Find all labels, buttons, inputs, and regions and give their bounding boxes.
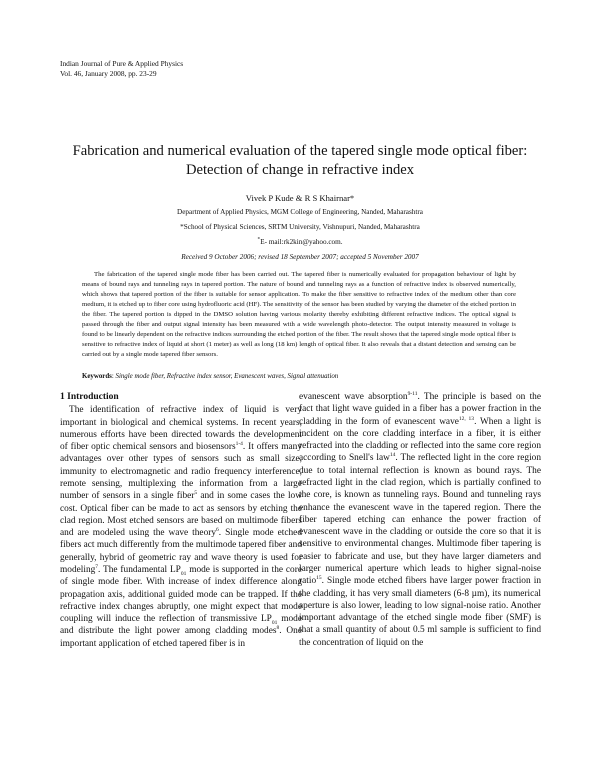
keywords-label: Keywords — [82, 373, 112, 380]
paper-title — [40, 142, 560, 180]
text-run: . It offers many advantages over other types of sensors such as small size, immunity to electromagnetic and radio frequency interference, remote sensing, multiplexing the information from a large number of sensors in a single fiber — [60, 442, 302, 502]
text-run: . When a light is incident on the core cladding interface in a fiber, it is either refracted into the cladding or reflected into the same core region according to Snell's law — [299, 416, 541, 464]
title-line-2: Detection of change in refractive index — [185, 162, 415, 178]
mode-subscript: 01 — [180, 570, 187, 577]
ref-superscript: 6 — [216, 526, 219, 533]
journal-volume: Vol. 46, January 2008, pp. 23-29 — [60, 69, 157, 78]
abstract: The fabrication of the tapered single mode fiber has been carried out. The tapered fiber is numerically evaluated for propagation behaviour of light by means of bound rays and tunneling rays in tapered portion. The nature of bound and tunneling rays as a function of refractive index is observed numerically, which shows that tapered portion of the fiber is suitable for sensor application. To make the fiber sensitive to refractive index of the medium other than core medium, it is etched up to fiber core using hydrofluoric acid (HF). The sensitivity of the sensor has been studied by varying the diameter of the etched portion in the fiber. The tapered portion is dipped in the DMSO solution having various molarity thereby exhibiting different refractive indices. The optical signal is passed through the fiber and output signal intensity has been measured with a wide wavelength photo-detector. The output intensity measured in voltage is found to be linearly dependent on the refractive indices surrounding the etched portion of the fiber. The result shows that the tapered single mode optical fiber is sensitive to refractive index of liquid at short (1 meter) as well as long (18 km) length of optical fiber. It also reveals that a distant detection and sensing can be carried out by a single mode tapered fiber sensors. — [82, 271, 516, 359]
left-column — [60, 391, 302, 650]
text-run: mode and distribute the light power among cladding modes — [60, 614, 302, 637]
ref-superscript: 14 — [389, 452, 396, 459]
affiliation-school: *School of Physical Sciences, SRTM University, Vishnupuri, Nanded, Maharashtra — [180, 223, 420, 231]
intro-paragraph-left — [60, 404, 302, 650]
keywords — [82, 372, 516, 382]
ref-superscript: 5 — [194, 490, 198, 497]
right-column — [299, 391, 541, 649]
text-run: and in some cases the low cost. Optical fiber can be made to act as sensors by etching the clad region. Most etched sensors are based on multimode fibers and are modeled using the wave theory — [60, 491, 302, 539]
affiliation-dept: Department of Applied Physics, MGM College of Engineering, Nanded, Maharashtra — [177, 208, 423, 216]
text-run: mode is supported in the core of single mode fiber. With increase of index difference along propagation axis, additional guided mode can be trapped. If the refractive index changes abruptly, one might expect that mode coupling will induce the reflection of transmissive LP — [60, 564, 302, 625]
title-line-1: Fabrication and numerical evaluation of the tapered single mode optical fiber: — [72, 143, 528, 159]
ref-superscript: 9-11 — [407, 390, 418, 397]
text-run: . One important application of etched tapered fiber is in — [60, 626, 302, 649]
ref-superscript: 15 — [316, 575, 322, 582]
text-run: evanescent wave absorption — [299, 392, 408, 402]
keywords-value: Single mode fiber, Refractive index sensor, Evanescent waves, Signal attenuation — [115, 373, 339, 380]
ref-superscript: 1-4 — [235, 441, 243, 448]
keywords-colon: : — [111, 373, 116, 380]
ref-superscript: 7 — [95, 563, 99, 570]
text-run: . The principle is based on the fact that light wave guided in a fiber has a power fraction in the cladding in the form of evanescent wave — [299, 392, 541, 427]
ref-superscript: 12, 13 — [458, 415, 475, 422]
text-run: The identification of refractive index of liquid is very important in biological and chemical systems. In recent years, numerous efforts have been directed towards the development of fiber optic chemical sensors and biosensors — [60, 405, 302, 453]
affiliation-email — [60, 237, 540, 248]
text-run: . Single mode etched fibers act much differently from the multimode tapered fiber and generally, hybrid of geometric ray and wave theory is used for modeling — [60, 528, 302, 575]
text-run: . Single mode etched fibers have larger power fraction in the cladding, it has very small diameters (6-8 µm), its numerical aperture is also lower, leading to low signal-noise ratio. Another important advantage of the etched single mode fiber (SMF) is that a small quantity of about 0.5 ml sample is sufficient to find the concentration of liquid on the — [299, 576, 541, 648]
email-text: E- mail:rk2kin@yahoo.com. — [260, 238, 343, 246]
authors: Vivek P Kude & R S Khairnar* — [245, 193, 355, 203]
section-heading: 1 Introduction — [60, 392, 119, 402]
mode-subscript: 01 — [271, 619, 278, 626]
text-run: . The reflected light in the core region due to total internal reflection is known as bound rays. The refracted light in the clad region, which is partially confined to the core, is known as tunneling rays. Bound and tunneling rays enhance the evanescent wave in the tapered region. There the fiber tapered etching can enhance the power fraction of evanescent wave in the cladding or outside the core so that it is sensitive to environmental changes. Multimode fiber tapering is easier to fabricate and use, but they have larger diameters and larger numerical aperture which leads to higher signal-noise ratio — [299, 453, 542, 587]
text-run: . The fundamental LP — [98, 564, 181, 575]
intro-paragraph-right — [299, 391, 541, 649]
email-marker: * — [257, 236, 261, 243]
journal-name: Indian Journal of Pure & Applied Physics — [60, 59, 184, 68]
journal-header — [60, 59, 183, 79]
ref-superscript: 8 — [276, 625, 280, 632]
received-dates: Received 9 October 2006; revised 18 September 2007; accepted 5 November 2007 — [181, 253, 419, 261]
